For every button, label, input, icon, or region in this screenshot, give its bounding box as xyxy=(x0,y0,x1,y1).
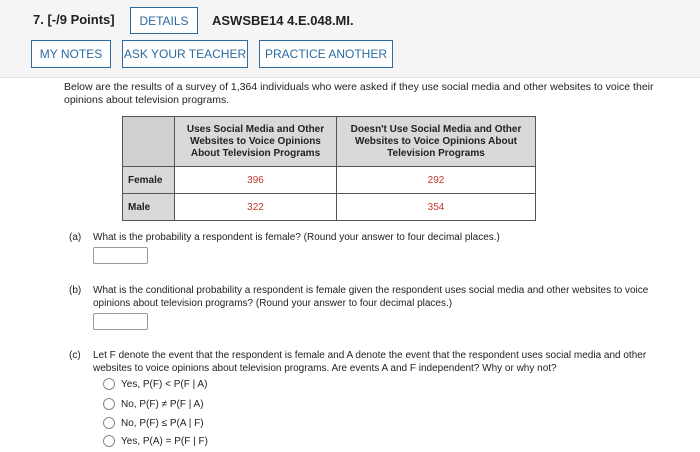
table-row xyxy=(123,167,536,194)
option-4[interactable] xyxy=(103,434,208,448)
table-corner-cell xyxy=(123,117,175,167)
radio-button[interactable] xyxy=(103,378,115,390)
option-4-text: Yes, P(A) = P(F | F) xyxy=(121,435,208,447)
option-2[interactable] xyxy=(103,397,204,411)
table-header-row xyxy=(123,117,536,167)
part-b-label: (b) xyxy=(69,285,82,296)
column-header-uses: Uses Social Media and Other Websites to Voice Opinions About Television Programs xyxy=(175,117,337,167)
part-c-label: (c) xyxy=(69,350,81,361)
option-1[interactable] xyxy=(103,377,207,391)
practice-another-button[interactable]: PRACTICE ANOTHER xyxy=(259,40,393,68)
ask-teacher-button[interactable]: ASK YOUR TEACHER xyxy=(122,40,248,68)
cell-female-doesnt-use: 292 xyxy=(337,167,536,194)
part-b-text: What is the conditional probability a respondent is female given the respondent uses social media and other websites to voice opinions about television programs? (Round your answer to four decimal places.) xyxy=(93,285,649,309)
my-notes-button[interactable]: MY NOTES xyxy=(31,40,111,68)
part-a-label: (a) xyxy=(69,232,82,243)
details-button[interactable]: DETAILS xyxy=(130,7,198,34)
question-intro: Below are the results of a survey of 1,364 individuals who were asked if they use social media and other websites to voice their opinions about television programs. xyxy=(64,81,654,106)
answer-input-a[interactable] xyxy=(93,247,148,264)
cell-male-doesnt-use: 354 xyxy=(337,194,536,221)
option-3-text: No, P(F) ≤ P(A | F) xyxy=(121,417,204,429)
radio-button[interactable] xyxy=(103,398,115,410)
radio-button[interactable] xyxy=(103,435,115,447)
cell-female-uses: 396 xyxy=(175,167,337,194)
option-2-text: No, P(F) ≠ P(F | A) xyxy=(121,398,204,410)
row-label-female: Female xyxy=(123,167,175,194)
option-3[interactable] xyxy=(103,416,204,430)
question-number: 7. [-/9 Points] xyxy=(33,12,115,27)
part-a-text: What is the probability a respondent is female? (Round your answer to four decimal places.) xyxy=(93,232,500,243)
cell-male-uses: 322 xyxy=(175,194,337,221)
option-1-text: Yes, P(F) < P(F | A) xyxy=(121,378,208,390)
column-header-doesnt-use: Doesn't Use Social Media and Other Websites to Voice Opinions About Television Programs xyxy=(337,117,536,167)
table-row xyxy=(123,194,536,221)
radio-button[interactable] xyxy=(103,417,115,429)
row-label-male: Male xyxy=(123,194,175,221)
survey-table xyxy=(122,116,536,221)
part-c-text: Let F denote the event that the respondent is female and A denote the event that the respondent uses social media and other websites to voice opinions about television programs. Are events A and F independent? Why or why not? xyxy=(93,350,647,374)
answer-input-b[interactable] xyxy=(93,313,148,330)
assignment-code: ASWSBE14 4.E.048.MI. xyxy=(212,13,354,28)
